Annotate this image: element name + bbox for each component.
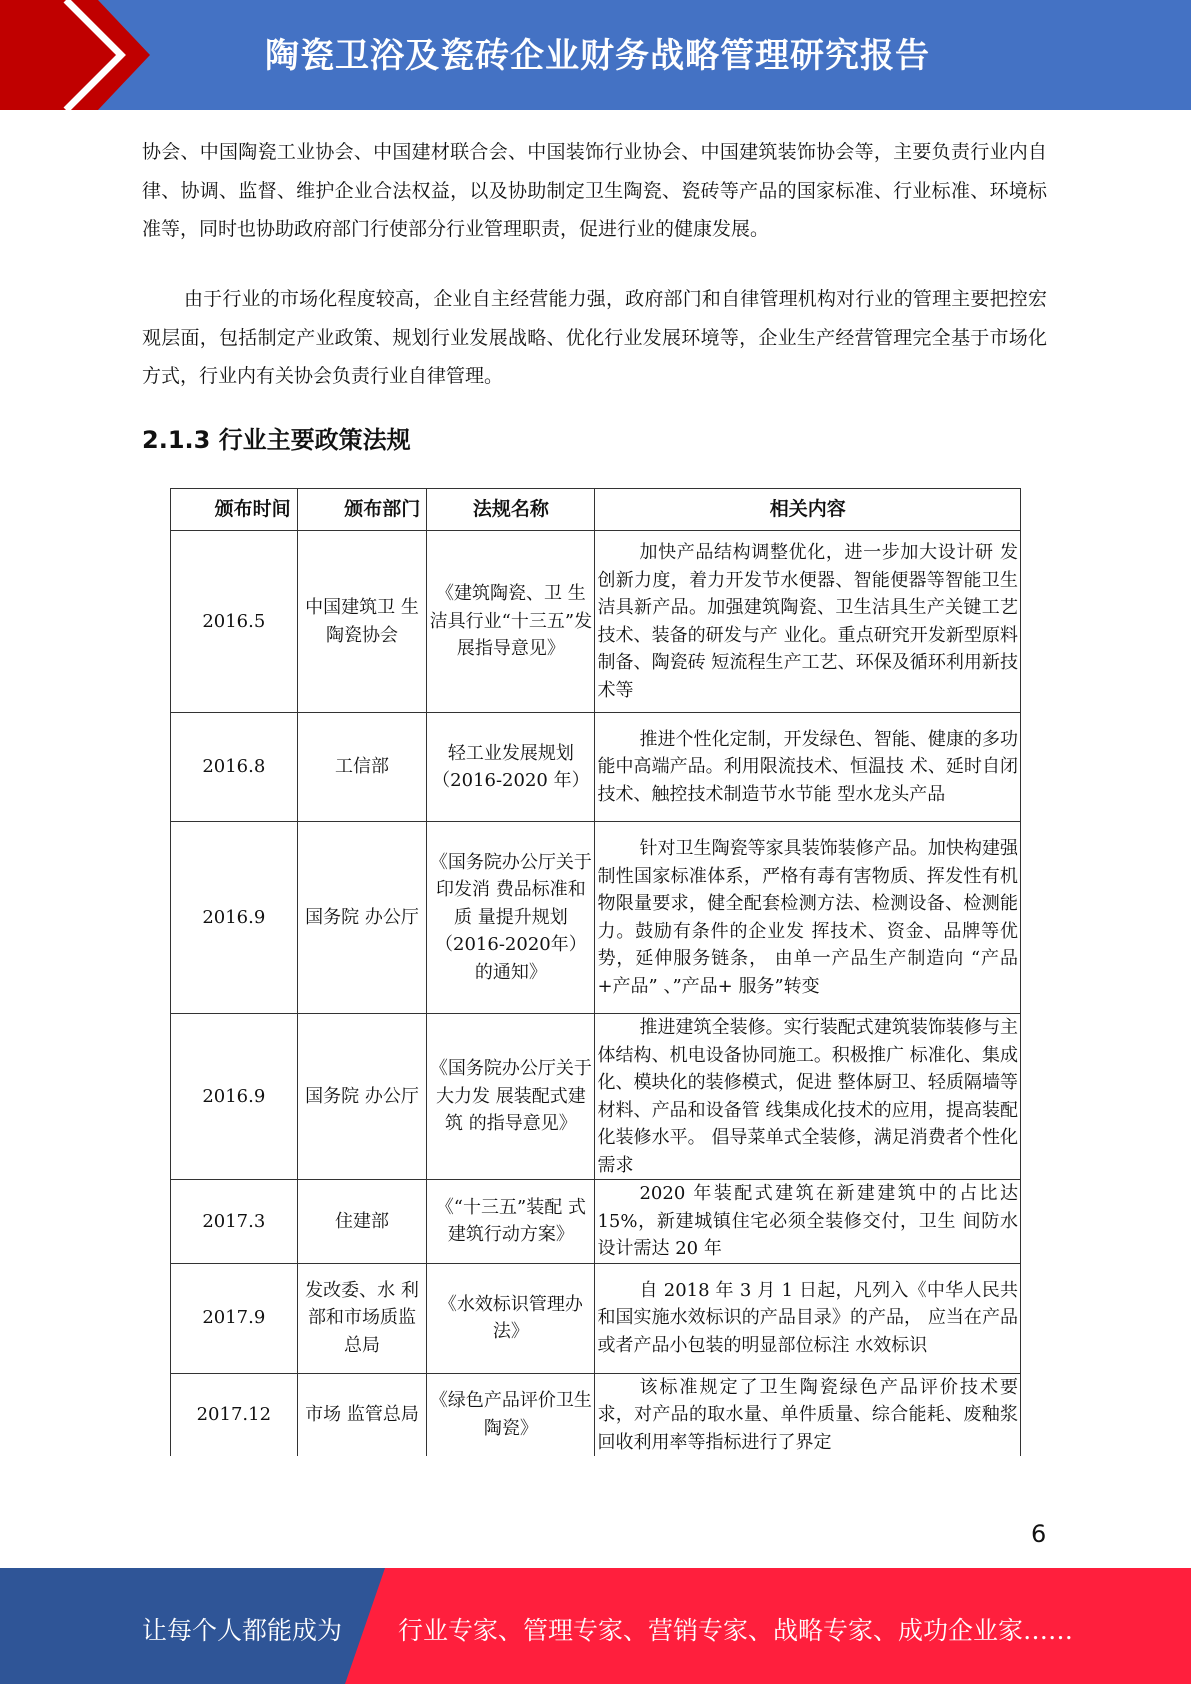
row-name: 《水效标识管理办法》 (427, 1263, 595, 1373)
header-chevron-icon (0, 0, 150, 110)
table-header-row (171, 489, 1021, 531)
section-title: 2.1.3 行业主要政策法规 (142, 426, 411, 454)
table-row (171, 1180, 1021, 1264)
table-row (171, 822, 1021, 1014)
row-date: 2016.5 (171, 531, 298, 713)
header-content: 相关内容 (595, 489, 1021, 531)
table-row (171, 1014, 1021, 1180)
row-name: 《国务院办公厅关于大力发 展装配式建筑 的指导意见》 (427, 1014, 595, 1180)
table-row (171, 713, 1021, 822)
header-dept: 颁布部门 (297, 489, 427, 531)
row-content: 加快产品结构调整优化，进一步加大设计研 发创新力度，着力开发节水便器、智能便器等智能卫生洁具新产品。加强建筑陶瓷、卫生洁具生产关键工艺技术、装备的研发与产 业化。重点研究开发新型原料制备、陶瓷砖 短流程生产工艺、环保及循环利用新技术等 (595, 531, 1021, 713)
report-title: 陶瓷卫浴及瓷砖企业财务战略管理研究报告 (265, 36, 930, 76)
row-dept: 中国建筑卫 生陶瓷协会 (297, 531, 427, 713)
row-name: 《建筑陶瓷、卫 生洁具行业“十三五”发展指导意见》 (427, 531, 595, 713)
row-date: 2017.9 (171, 1263, 298, 1373)
table-row (171, 1263, 1021, 1373)
body-paragraph-2-text: 由于行业的市场化程度较高，企业自主经营能力强，政府部门和自律管理机构对行业的管理主要把控宏观层面，包括制定产业政策、规划行业发展战略、优化行业发展环境等，企业生产经营管理完全基于市场化方式，行业内有关协会负责行业自律管理。 (142, 288, 1047, 387)
body-paragraph-2 (142, 280, 1047, 396)
policy-table (170, 488, 1021, 1456)
row-date: 2017.3 (171, 1180, 298, 1264)
row-date: 2016.9 (171, 1014, 298, 1180)
row-name: 《“十三五”装配 式建筑行动方案》 (427, 1180, 595, 1264)
row-content: 该标准规定了卫生陶瓷绿色产品评价技术要 求，对产品的取水量、单件质量、综合能耗、废釉浆回收利用率等指标进行了界定 (595, 1373, 1021, 1456)
row-content: 自 2018 年 3 月 1 日起，凡列入《中华人民共和国实施水效标识的产品目录》的产品， 应当在产品或者产品小包装的明显部位标注 水效标识 (595, 1263, 1021, 1373)
row-dept: 国务院 办公厅 (297, 822, 427, 1014)
footer-slogan-left: 让每个人都能成为 (142, 1616, 343, 1645)
row-date: 2016.8 (171, 713, 298, 822)
body-paragraph-1: 协会、中国陶瓷工业协会、中国建材联合会、中国装饰行业协会、中国建筑装饰协会等，主要负责行业内自律、协调、监督、维护企业合法权益，以及协助制定卫生陶瓷、瓷砖等产品的国家标准、行业标准、环境标准等，同时也协助政府部门行使部分行业管理职责，促进行业的健康发展。 (142, 141, 1047, 240)
row-dept: 工信部 (297, 713, 427, 822)
header-time: 颁布时间 (171, 489, 298, 531)
row-content: 2020 年装配式建筑在新建建筑中的占比达15%，新建城镇住宅必须全装修交付，卫生 间防水设计需达 20 年 (595, 1180, 1021, 1264)
row-name: 《国务院办公厅关于印发消 费品标准和质 量提升规划（2016-2020年） 的通知》 (427, 822, 595, 1014)
row-content: 推进个性化定制，开发绿色、智能、健康的多功能中高端产品。利用限流技术、恒温技 术、延时自闭技术、触控技术制造节水节能 型水龙头产品 (595, 713, 1021, 822)
row-dept: 市场 监管总局 (297, 1373, 427, 1456)
row-name: 轻工业发展规划（2016-2020 年） (427, 713, 595, 822)
table-row (171, 1373, 1021, 1456)
table-row (171, 531, 1021, 713)
row-content: 针对卫生陶瓷等家具装饰装修产品。加快构建强制性国家标准体系，严格有毒有害物质、挥发性有机物限量要求，健全配套检测方法、检测设备、检测能力。鼓励有条件的企业发 挥技术、资金、品牌等优势，延伸服务链条， 由单一产品生产制造向 “产品+产品” 、”产品+ 服务”转变 (595, 822, 1021, 1014)
header-name: 法规名称 (427, 489, 595, 531)
row-date: 2017.12 (171, 1373, 298, 1456)
row-dept: 发改委、水 利部和市场质监总局 (297, 1263, 427, 1373)
row-name: 《绿色产品评价卫生陶瓷》 (427, 1373, 595, 1456)
footer-slogan-right: 行业专家、管理专家、营销专家、战略专家、成功企业家…… (398, 1616, 1074, 1645)
row-dept: 国务院 办公厅 (297, 1014, 427, 1180)
report-footer (0, 1568, 1191, 1684)
row-content: 推进建筑全装修。实行装配式建筑装饰装修与主体结构、机电设备协同施工。积极推广 标准化、集成化、模块化的装修模式，促进 整体厨卫、轻质隔墙等材料、产品和设备管 线集成化技术的应用，提高装配化装修水平。 倡导菜单式全装修，满足消费者个性化需求 (595, 1014, 1021, 1180)
row-dept: 住建部 (297, 1180, 427, 1264)
row-date: 2016.9 (171, 822, 298, 1014)
page-number: 6 (1031, 1520, 1047, 1548)
report-header (0, 0, 1191, 110)
